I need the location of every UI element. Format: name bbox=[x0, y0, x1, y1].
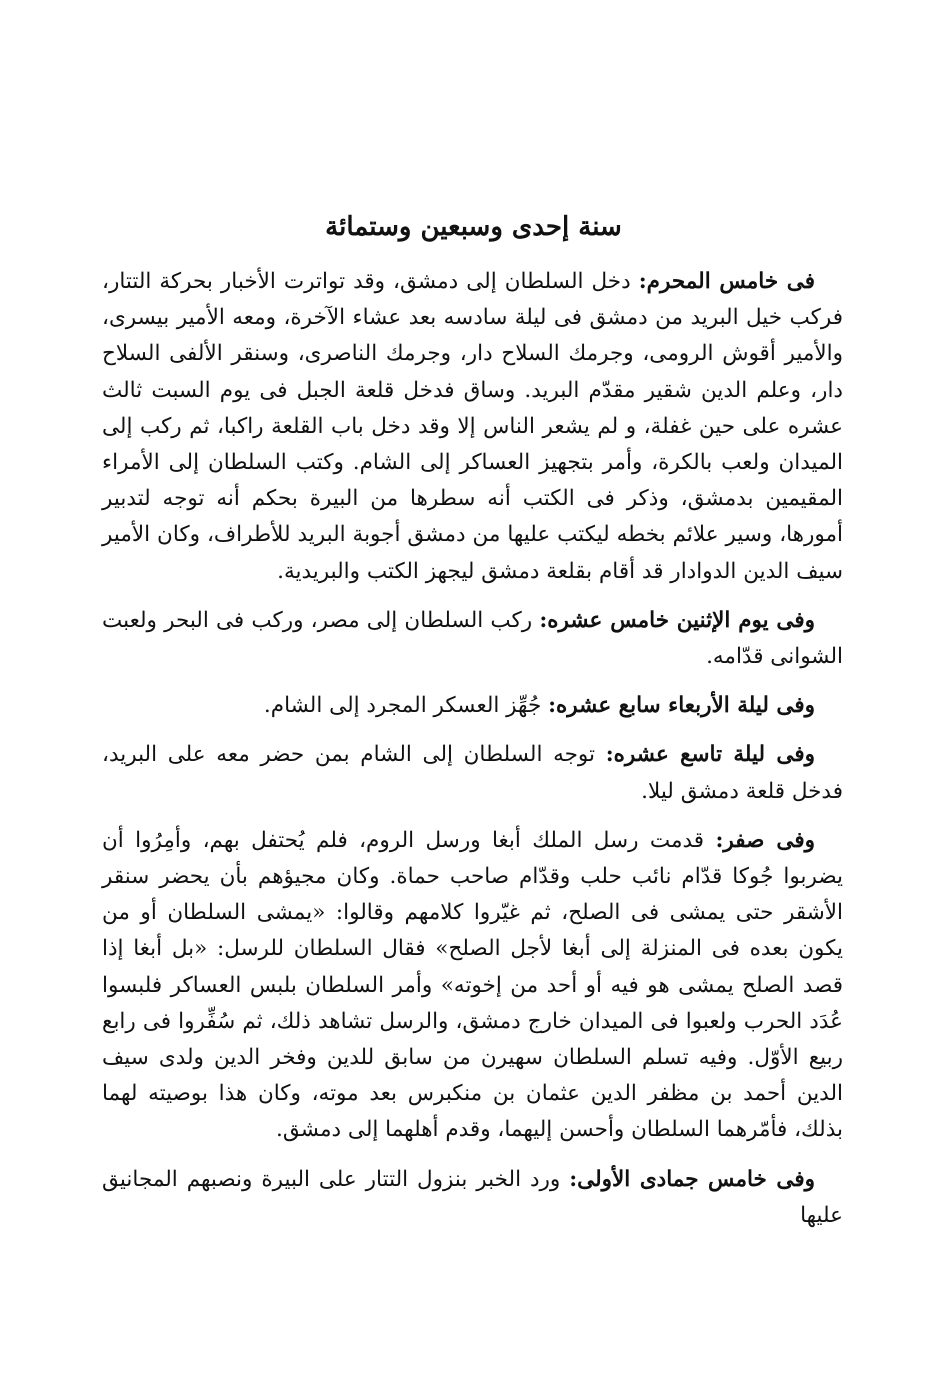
paragraph-lead: وفى ليلة تاسع عشره: bbox=[605, 742, 815, 768]
paragraph-5 bbox=[102, 823, 843, 1149]
paragraph-text: ركب السلطان إلى مصر، وركب فى البحر ولعبت الشوانى قدّامه. bbox=[102, 607, 843, 670]
paragraph-2 bbox=[102, 603, 843, 675]
paragraph-text: جُهِّز العسكر المجرد إلى الشام. bbox=[263, 693, 549, 719]
body-text bbox=[102, 264, 843, 1247]
paragraph-text: ورد الخبر بنزول التتار على البيرة ونصبهم المجانيق عليها bbox=[102, 1166, 843, 1228]
paragraph-lead: وفى صفر: bbox=[715, 827, 815, 853]
paragraph-lead: وفى يوم الإثنين خامس عشره: bbox=[539, 607, 816, 633]
paragraph-lead: وفى خامس جمادى الأولى: bbox=[569, 1166, 815, 1192]
paragraph-text: توجه السلطان إلى الشام بمن حضر معه على البريد، فدخل قلعة دمشق ليلا. bbox=[102, 742, 843, 804]
paragraph-text: دخل السلطان إلى دمشق، وقد تواترت الأخبار بحركة التتار، فركب خيل البريد من دمشق فى ليلة سادسه بعد عشاء الآخرة، ومعه الأمير بيسرى، والأمير أقوش الرومى، وجرمك السلاح دار، وجرمك الناصرى، وسنقر الألفى السلاح دار، وعلم الدين شقير مقدّم البريد. وساق فدخل قلعة الجبل فى يوم السبت ثالث عشره على حين غفلة، و لم يشعر الناس إلا وقد دخل باب القلعة راكبا، ثم ركب إلى الميدان ولعب بالكرة، وأمر بتجهيز العساكر إلى الشام. وكتب السلطان إلى الأمراء المقيمين بدمشق، وذكر فى الكتب أنه سطرها من البيرة بحكم أنه توجه لتدبير أمورها، وسير علائم بخطه ليكتب عليها من دمشق أجوبة البريد للأطراف، وكان الأمير سيف الدين الدوادار قد أقام بقلعة دمشق ليجهز الكتب والبريدية. bbox=[102, 269, 843, 584]
paragraph-3 bbox=[102, 688, 843, 724]
paragraph-6 bbox=[102, 1162, 843, 1234]
paragraph-1 bbox=[102, 264, 843, 590]
paragraph-text: قدمت رسل الملك أبغا ورسل الروم، فلم يُحتفل بهم، وأمِرُوا أن يضربوا جُوكا قدّام نائب حلب وقدّام صاحب حماة. وكان مجيؤهم بأن يحضر سنقر الأشقر حتى يمشى فى الصلح، ثم غيّروا كلامهم وقالوا: «يمشى السلطان أو من يكون بعده فى المنزلة إلى أبغا لأجل الصلح» فقال السلطان للرسل: «بل أبغا إذا قصد الصلح يمشى هو فيه أو أحد من إخوته» وأمر السلطان بلبس العساكر فلبسوا عُدَد الحرب ولعبوا فى الميدان خارج دمشق، والرسل تشاهد ذلك، ثم سُفِّروا فى رابع ربيع الأوّل. وفيه تسلم السلطان سهيرن من سابق للدين وفخر الدين ولدى سيف الدين أحمد بن مظفر الدين عثمان بن منكبرس بعد موته، وكان هذا بوصيته لهما بذلك، فأمّرهما السلطان وأحسن إليهما، وقدم أهلهما إلى دمشق. bbox=[102, 827, 843, 1143]
paragraph-lead: وفى ليلة الأربعاء سابع عشره: bbox=[548, 693, 815, 719]
paragraph-lead: فى خامس المحرم: bbox=[638, 269, 815, 294]
page-title: سنة إحدى وسبعين وستمائة bbox=[325, 212, 622, 242]
paragraph-4 bbox=[102, 737, 843, 809]
